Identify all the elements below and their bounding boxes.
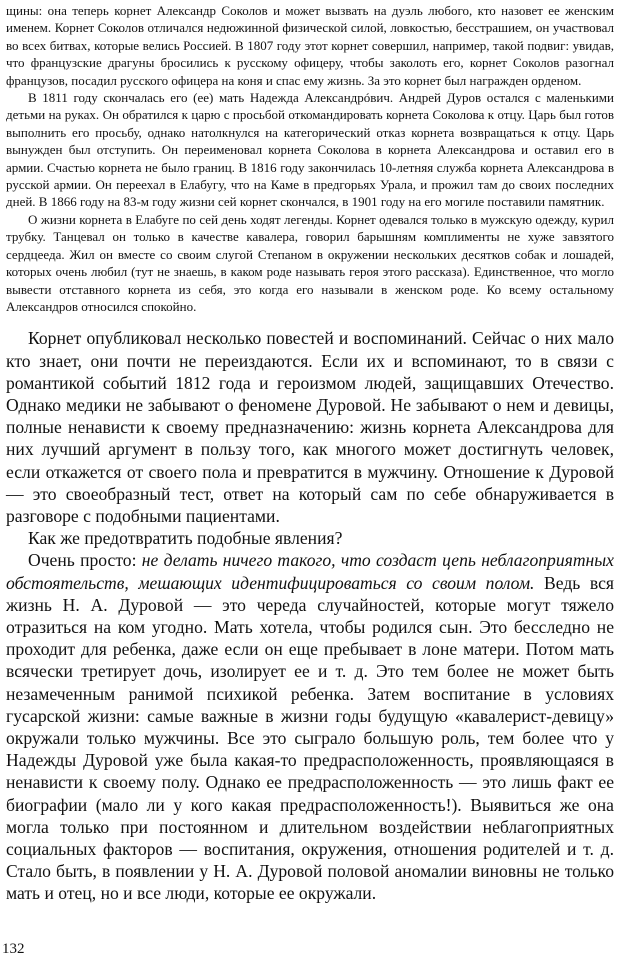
small-print-block <box>6 2 614 315</box>
main-text-block <box>6 327 614 904</box>
small-paragraph-1: щины: она теперь корнет Александр Соколов и может вызвать на дуэль любого, кто назовет ее женским именем. Корнет Соколов отличался недюжинной физической силой, ловкостью, бесстрашием, он участвовал во всех битвах, которые велись Россией. В 1807 году этот корнет совершил, например, такой подвиг: увидав, что французские драгуны бросились к русскому офицеру, чтобы заколоть его, корнет Соколов разогнал французов, посадил русского офицера на коня и спас ему жизнь. За это корнет был награжден орденом. <box>6 3 614 88</box>
small-paragraph-2: В 1811 году скончалась его (ее) мать Надежда Александрóвич. Андрей Дуров остался с маленькими детьми на руках. Он обратился к царю с просьбой откомандировать корнета Соколова к отцу. Царь был готов выполнить его просьбу, однако натолкнулся на категорический отказ корнета возвращаться к отцу. Царь вынужден был отступить. Он переименовал корнета Соколова в корнета Александрова и оставил его в армии. Счастью корнета не было границ. В 1816 году закончилась 10-летняя служба корнета Александрова в русской армии. Он переехал в Елабугу, что на Каме в предгорьях Урала, и прожил там до своих последних дней. В 1866 году на 83-м году жизни сей корнет скончался, в 1901 году на его могиле поставили памятник. <box>6 90 614 210</box>
main-paragraph-3-start: Очень просто: <box>28 550 142 571</box>
main-paragraph-3-rest: Ведь вся жизнь Н. А. Дуровой — это череда случайностей, которые могут тяжело отразиться на ком угодно. Мать хотела, чтобы родился сын. Это бесследно не проходит для ребенка, даже если он еще пребывает в лоне матери. Потом мать всячески третирует дочь, изолирует ее и т. д. Это тем более не может быть незамеченным ранимой психикой ребенка. Затем воспитание в условиях гусарской жизни: самые важные в жизни годы будущую «кавалерист-девицу» окружали только мужчины. Все это сыграло большую роль, тем более что у Надежды Дуровой уже была какая-то предрасположенность, проявляющаяся в ненависти к своему полу. Однако ее предрасположенность — это лишь факт ее биографии (мало ли у кого какая предрасположенность!). Выявиться же она могла только при постоянном и длительном воздействии неблагоприятных социальных факторов — воспитания, окружения, отношения родителей и т. д. Стало быть, в появлении у Н. А. Дуровой половой аномалии виновны не только мать и отец, но и все люди, которые ее окружали. <box>6 572 614 904</box>
main-paragraph-2: Как же предотвратить подобные явления? <box>28 528 343 549</box>
small-paragraph-3: О жизни корнета в Елабуге по сей день ходят легенды. Корнет одевался только в мужскую одежду, курил трубку. Танцевал он только в качестве кавалера, говорил барышням комплименты не хуже завзятого сердцееда. Жил он вместе со своим слугой Степаном в окружении нескольких десятков собак и лошадей, которых очень любил (тут не знаешь, в каком роде называть героя этого рассказа). Единственное, что могло вывести отставного корнета из себя, это когда его называли в женском роде. Ко всему остальному Александров относился спокойно. <box>6 211 614 314</box>
main-paragraph-1: Корнет опубликовал несколько повестей и воспоминаний. Сейчас о них мало кто знает, они почти не переиздаются. Если их и вспоминают, то в связи с романтикой событий 1812 года и героизмом людей, защищавших Отечество. Однако медики не забывают о феномене Дуровой. Не забывают о нем и девицы, полные ненависти к своему предназначению: жизнь корнета Александрова для них лучший аргумент в пользу того, как многого может достигнуть человек, если откажется от своего пола и превратится в мужчину. Отношение к Дуровой — это своеобразный тест, ответ на который сам по себе обнаруживается в разговоре с подобными пациентами. <box>6 328 614 526</box>
main-paragraph-3-italic: не делать ничего такого, что создаст цепь неблагоприятных обстоятельств, мешающих идентифицироваться со своим полом. <box>6 550 614 593</box>
page-number: 132 <box>2 941 25 957</box>
main-paragraph-3 <box>6 549 614 904</box>
